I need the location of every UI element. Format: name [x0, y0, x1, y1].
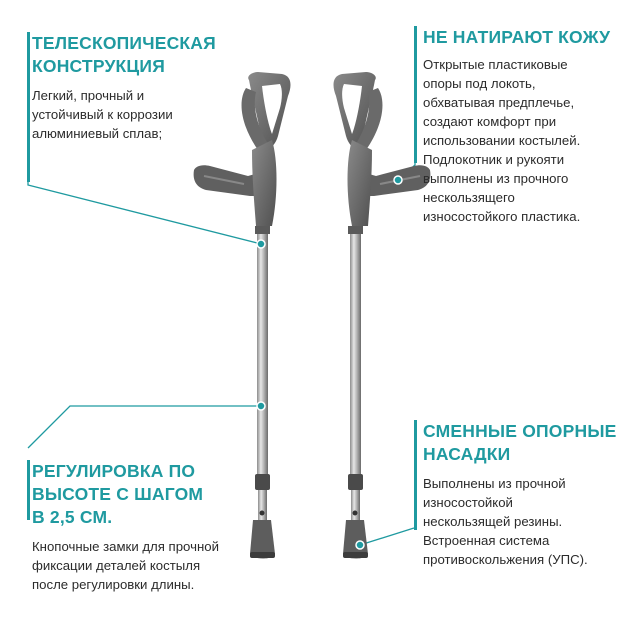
dot-no-rub	[394, 176, 402, 184]
callout-telescopic	[18, 32, 248, 143]
dot-tips	[356, 541, 364, 549]
left-body	[252, 140, 277, 226]
callout-description: Кнопочные замки для прочной фиксации деталей костыля после регулировки длины.	[32, 539, 219, 592]
callout-no-rub	[405, 26, 621, 226]
right-body	[348, 140, 373, 226]
right-upper-tube	[350, 226, 361, 476]
leader-dots	[257, 176, 402, 549]
callout-title: СМЕННЫЕ ОПОРНЫЕ НАСАДКИ	[423, 421, 617, 464]
dot-telescopic	[257, 240, 265, 248]
left-lower-tube	[258, 490, 267, 520]
leader-height	[28, 406, 261, 448]
callout-tips	[405, 420, 621, 569]
callout-height	[18, 460, 258, 594]
accent-bar	[414, 26, 417, 163]
accent-bar	[27, 32, 30, 182]
right-adjust-collar	[348, 474, 363, 490]
callout-title: НЕ НАТИРАЮТ КОЖУ	[423, 27, 611, 47]
accent-bar	[27, 460, 30, 520]
callout-title: ТЕЛЕСКОПИЧЕСКАЯ КОНСТРУКЦИЯ	[32, 33, 216, 76]
callout-description: Открытые пластиковые опоры под локоть, обхватывая предплечье, создают комфорт при использовании костылей. Подлокотник и рукояти выполнены из прочного нескользящего износостойкого пластика.	[423, 57, 581, 224]
accent-bar	[414, 420, 417, 530]
callout-description: Выполнены из прочной износостойкой нескользящей резины. Встроенная система противоскольжения (УПС).	[423, 476, 588, 567]
dot-height	[257, 402, 265, 410]
right-lower-tube	[351, 490, 360, 520]
callout-title: РЕГУЛИРОВКА ПО ВЫСОТЕ С ШАГОМ В 2,5 СМ.	[32, 461, 204, 527]
callout-description: Легкий, прочный и устойчивый к коррозии алюминиевый сплав;	[32, 88, 173, 141]
left-upper-tube	[257, 226, 268, 476]
